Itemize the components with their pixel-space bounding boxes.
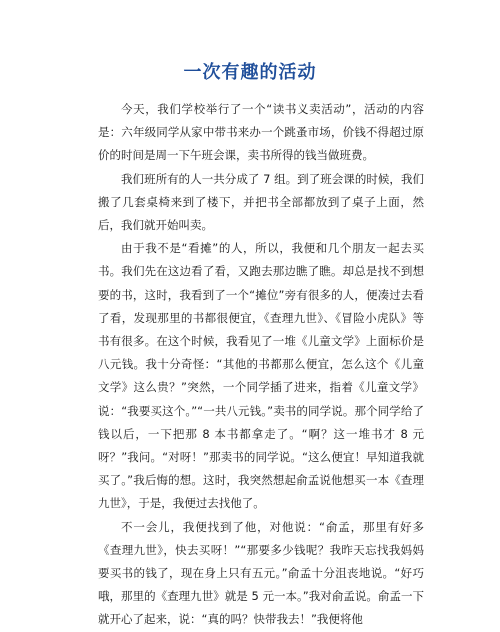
paragraph: 我们班所有的人一共分成了 7 组。到了班会课的时候，我们搬了几套桌椅来到了楼下，并把书全部都放到了桌子上面，然后，我们就开始叫卖。	[98, 171, 424, 233]
paragraph: 不一会儿，我便找到了他，对他说：“俞孟，那里有好多《查理九世》，快去买呀！”“那要多少钱呢？我昨天忘找我妈妈要买书的钱了，现在身上只有五元。”俞孟十分沮丧地说。“好巧哦，那里的《查理九世》就是 5 元一本。”我对俞孟说。俞孟一下就开心了起来，说：“真的吗？快带我去！”我便将他	[98, 519, 424, 627]
paragraph: 今天，我们学校举行了一个“读书义卖活动”，活动的内容是：六年级同学从家中带书来办一个跳蚤市场，价钱不得超过原价的时间是周一下午班会课，卖书所得的钱当做班费。	[98, 102, 424, 163]
document-title: 一次有趣的活动	[183, 62, 317, 83]
paragraph: 由于我不是“看摊”的人，所以，我便和几个朋友一起去买书。我们先在这边看了看，又跑去那边瞧了瞧。却总是找不到想要的书，这时，我看到了一个“摊位”旁有很多的人，便凑过去看了看，发现那里的书都很便宜，《查理九世》、《冒险小虎队》等书有很多。在这个时候，我看见了一堆《儿童文学》上面标价是八元钱。我十分奇怪：“其他的书都那么便宜，怎么这个《儿童文学》这么贵？”突然，一个同学插了进来，指着《儿童文学》说：“我要买这个。”“一共八元钱。”卖书的同学说。那个同学给了钱以后，一下把那 8 本书都拿走了。“啊？这一堆书才 8 元呀？”我问。“对呀！”那卖书的同学说。“这么便宜！早知道我就买了。”我后悔的想。这时，我突然想起俞孟说他想买一本《查理九世》，于是，我便过去找他了。	[98, 241, 424, 511]
document-body	[98, 98, 424, 632]
